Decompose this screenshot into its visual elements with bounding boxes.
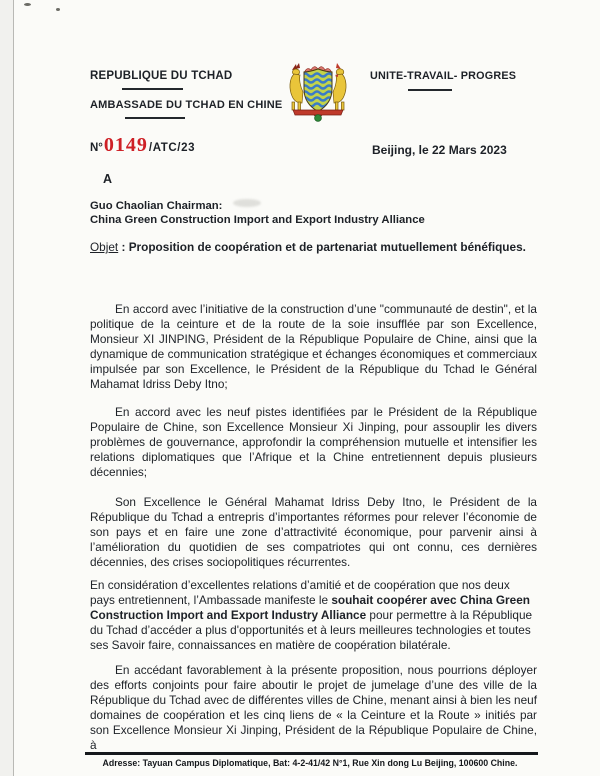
divider-rule (122, 88, 183, 90)
paragraph-4-bold-text: souhait coopérer avec China Green Construction Import and Export Industry Alliance (90, 593, 530, 622)
reference-number (90, 134, 195, 157)
scan-speck (24, 3, 31, 6)
country-name: REPUBLIQUE DU TCHAD (90, 70, 233, 82)
paragraph-4-text: pour permettre à la République du Tchad d’accéder a plus d'opportunités et à leurs meilleures technologies et toutes ses Savoir faire, connaissances en matière de coopération bilatérale. (90, 608, 533, 652)
subject-text: Proposition de coopération et de partenariat mutuellement bénéfiques. (128, 240, 526, 254)
footer-divider (85, 752, 538, 755)
recipient-name: Guo Chaolian Chairman: (90, 200, 223, 212)
reference-suffix: /ATC/23 (148, 142, 196, 154)
paragraph-4 (90, 578, 537, 653)
recipient-organization: China Green Construction Import and Export Industry Alliance (90, 214, 425, 226)
dateline: Beijing, le 22 Mars 2023 (372, 143, 507, 157)
national-motto: UNITE-TRAVAIL- PROGRES (370, 70, 517, 82)
paragraph-3: Son Excellence le Général Mahamat Idriss Deby Itno, le Président de la République du Tchad a entrepris d’importantes réformes pour relever l’économie de son pays et en faire une zone d’attractivité économique, pour parvenir ainsi à l’amélioration du quotidien de ses compatriotes qui ont connu, ces dernières décennies, des crises sociopolitiques récurrentes. (90, 495, 537, 569)
chad-coat-of-arms-icon (286, 62, 350, 122)
subject-separator: : (118, 240, 129, 254)
letter-body (90, 302, 537, 766)
subject-label: Objet (90, 240, 119, 254)
reference-number-value: 0149 (103, 134, 148, 156)
institution-name: AMBASSADE DU TCHAD EN CHINE (90, 99, 283, 111)
scan-speck (56, 8, 60, 11)
divider-rule (125, 117, 185, 119)
footer-address: Adresse: Tayuan Campus Diplomatique, Bat: 4-2-41/42 N°1, Rue Xin dong Lu Beijing, 100600 Chine. (102, 758, 518, 768)
subject-line (90, 240, 542, 256)
letterhead-right (370, 70, 516, 91)
paragraph-2: En accord avec les neuf pistes identifiées par le Président de la République Populaire de Chine, son Excellence Monsieur Xi Jinping, pour assouplir les divers problèmes de gouvernance, approfondir la compréhension mutuelle et intensifier les relations diplomatiques que l’Afrique et la Chine entretiennent depuis plusieurs décennies; (90, 405, 537, 479)
recipient-block (90, 199, 425, 227)
scan-margin (0, 0, 13, 776)
paragraph-5: En accédant favorablement à la présente proposition, nous pourrions déployer des efforts conjoints pour faire aboutir le projet de jumelage d’une des ville de la République du Tchad avec de différentes villes de Chine, menant ainsi à bien les neuf domaines de coopération et les cinq liens de « la Ceinture et la Route » initiés par son Excellence Monsieur Xi Jinping, Président de la République Populaire de Chine, à (90, 663, 537, 752)
letterhead-left (90, 70, 282, 119)
divider-rule (408, 89, 452, 91)
paragraph-4-text: En considération d’excellentes relations d’amitié et de coopération que nos deux pays entretiennent, l’Ambassade manifeste le (90, 578, 510, 607)
recipient-salutation: A (103, 172, 113, 186)
paragraph-1: En accord avec l’initiative de la construction d’une "communauté de destin", et la politique de la ceinture et de la route de la soie insufflée par son Excellence, Monsieur XI JINPING, Président de la République Populaire de Chine, ainsi que la dynamique de communication stratégique et échanges économiques et commerciaux impulsée par son Excellence, le Président de la République du Tchad le Général Mahamat Idriss Deby Itno; (90, 302, 537, 391)
scan-paper-edge (13, 0, 14, 776)
reference-prefix: N° (90, 142, 103, 154)
